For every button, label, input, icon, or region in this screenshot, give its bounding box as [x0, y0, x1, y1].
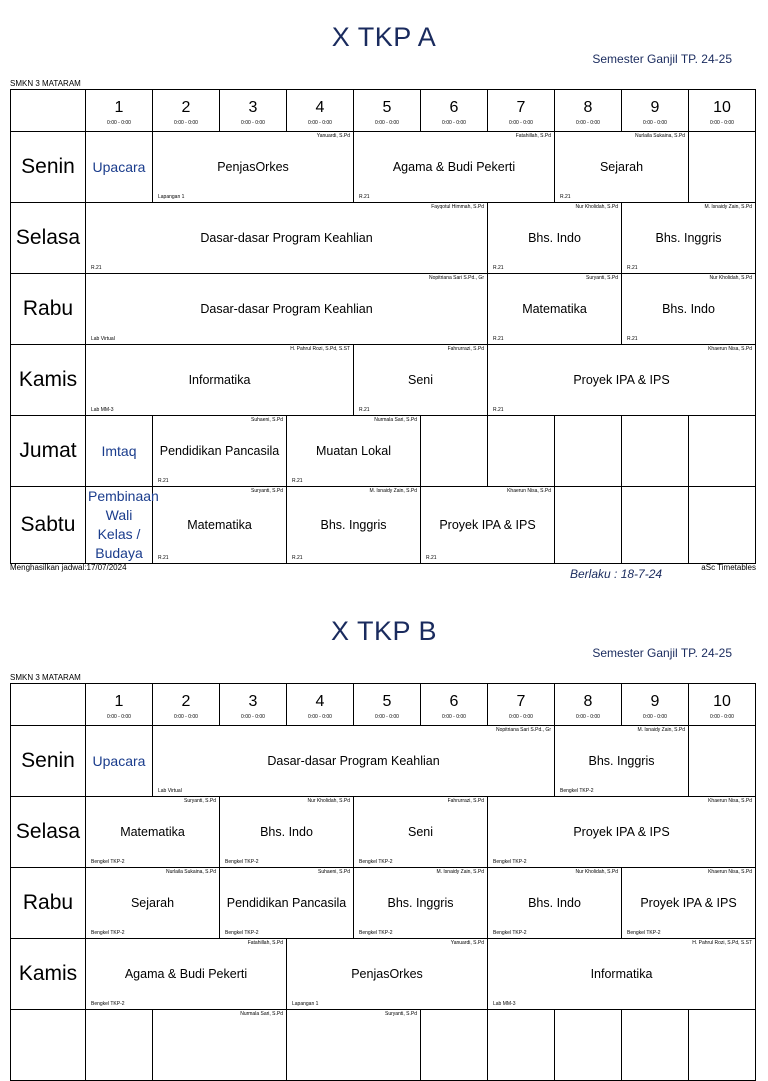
lesson-cell: [220, 797, 354, 868]
subject-name: PenjasOrkes: [217, 160, 289, 174]
period-header-row: [11, 684, 756, 726]
day-label: Senin: [11, 726, 86, 797]
period-number: 6: [449, 99, 459, 116]
period-number: 3: [248, 99, 258, 116]
period-time: 0:00 - 0:00: [576, 714, 600, 720]
empty-cell: [421, 416, 488, 487]
day-row: [11, 203, 756, 274]
timetable-grid: [10, 683, 756, 1081]
valid-from-date: Berlaku : 18-7-24: [570, 567, 663, 581]
period-number: 10: [713, 99, 731, 116]
lesson-cell: [488, 203, 622, 274]
lesson-cell: [86, 939, 287, 1010]
period-number: 1: [114, 693, 124, 710]
lesson-cell: [86, 868, 220, 939]
lesson-cell: [287, 487, 421, 564]
room-label: Lapangan 1: [158, 194, 185, 200]
room-label: Bengkel TKP-2: [91, 1001, 125, 1007]
timetable-grid: [10, 89, 756, 564]
room-label: Bengkel TKP-2: [493, 859, 527, 865]
period-header: [421, 90, 488, 132]
lesson-cell: [622, 868, 756, 939]
period-header: [689, 90, 756, 132]
day-row: [11, 868, 756, 939]
period-number: 2: [181, 693, 191, 710]
lesson-cell: [86, 487, 159, 564]
teacher-name: Khaerun Nisa, S.Pd: [708, 869, 752, 875]
subject-name: Bhs. Inggris: [588, 754, 655, 768]
period-number: 9: [650, 99, 660, 116]
lesson-cell: [488, 345, 756, 416]
teacher-name: H. Pahrul Rozi, S.Pd, S.ST: [290, 346, 350, 352]
room-label: Lab MM-3: [91, 407, 114, 413]
teacher-name: Nurlaila Sukaina, S.Pd: [634, 133, 685, 139]
room-label: Lab MM-3: [493, 1001, 516, 1007]
subject-name: Bhs. Inggris: [320, 518, 387, 532]
lesson-cell: [153, 416, 287, 487]
period-header: [220, 90, 287, 132]
room-label: Bengkel TKP-2: [91, 930, 125, 936]
empty-cell: [488, 416, 555, 487]
lesson-cell: [354, 345, 488, 416]
teacher-name: M. Isnaidy Zain, S.Pd: [637, 727, 685, 733]
empty-cell: [86, 1010, 153, 1081]
room-label: R.21: [426, 555, 437, 561]
lesson-cell: [555, 132, 689, 203]
empty-cell: [555, 416, 622, 487]
subject-name: Bhs. Indo: [528, 896, 581, 910]
teacher-name: M. Isnaidy Zain, S.Pd: [436, 869, 484, 875]
subject-name: Sejarah: [130, 896, 175, 910]
subject-name: Dasar-dasar Program Keahlian: [267, 754, 440, 768]
corner-cell: [11, 90, 86, 132]
room-label: Lab Virtual: [91, 336, 115, 342]
lesson-cell: [153, 132, 354, 203]
day-row: [11, 726, 756, 797]
room-label: Lapangan 1: [292, 1001, 319, 1007]
semester-label: Semester Ganjil TP. 24-25: [592, 52, 732, 66]
period-header: [555, 90, 622, 132]
teacher-name: Yanuardi, S.Pd: [316, 133, 350, 139]
room-label: Bengkel TKP-2: [627, 930, 661, 936]
teacher-name: Yanuardi, S.Pd: [450, 940, 484, 946]
empty-cell: [622, 487, 689, 564]
lesson-cell: [488, 274, 622, 345]
empty-cell: [689, 132, 756, 203]
empty-cell: [689, 726, 756, 797]
room-label: R.21: [292, 555, 303, 561]
room-label: R.21: [627, 265, 638, 271]
day-label: Sabtu: [11, 487, 86, 564]
subject-name: Dasar-dasar Program Keahlian: [200, 231, 373, 245]
room-label: R.21: [292, 478, 303, 484]
empty-cell: [689, 1010, 756, 1081]
period-number: 2: [181, 99, 191, 116]
period-header: [689, 684, 756, 726]
empty-cell: [153, 1010, 287, 1081]
lesson-cell: [354, 797, 488, 868]
period-header: [354, 684, 421, 726]
period-time: 0:00 - 0:00: [308, 120, 332, 126]
period-number: 3: [248, 693, 258, 710]
period-header: [86, 90, 153, 132]
day-label: Selasa: [11, 797, 86, 868]
period-header: [287, 90, 354, 132]
teacher-name: M. Isnaidy Zain, S.Pd: [704, 204, 752, 210]
lesson-cell: [153, 487, 287, 564]
subject-name: Matematika: [522, 302, 587, 316]
subject-name: Bhs. Indo: [260, 825, 313, 839]
period-time: 0:00 - 0:00: [710, 120, 734, 126]
period-time: 0:00 - 0:00: [375, 120, 399, 126]
period-time: 0:00 - 0:00: [442, 714, 466, 720]
teacher-name: Nurmala Sari, S.Pd: [240, 1011, 283, 1017]
period-number: 5: [382, 99, 392, 116]
class-title: X TKP A: [331, 22, 437, 52]
lesson-cell: [220, 868, 354, 939]
lesson-cell: [622, 203, 756, 274]
empty-cell: [421, 1010, 488, 1081]
subject-name: Informatika: [590, 967, 653, 981]
subject-name: Seni: [407, 373, 434, 387]
empty-cell: [488, 1010, 555, 1081]
lesson-cell: [86, 132, 153, 203]
teacher-name: Fahrurrazi, S.Pd: [447, 798, 484, 804]
room-label: R.21: [560, 194, 571, 200]
day-row: [11, 487, 756, 564]
teacher-name: Khaerun Nisa, S.Pd: [708, 798, 752, 804]
period-time: 0:00 - 0:00: [107, 120, 131, 126]
teacher-name: M. Isnaidy Zain, S.Pd: [369, 488, 417, 494]
day-label: Rabu: [11, 274, 86, 345]
room-label: R.21: [158, 555, 169, 561]
teacher-name: Nur Kholidah, S.Pd: [575, 204, 618, 210]
period-time: 0:00 - 0:00: [375, 714, 399, 720]
subject-name: Bhs. Indo: [528, 231, 581, 245]
room-label: R.21: [359, 407, 370, 413]
teacher-name: Nopitriana Sari S.Pd., Gr: [428, 275, 484, 281]
room-label: R.21: [359, 194, 370, 200]
room-label: Bengkel TKP-2: [359, 930, 393, 936]
class-title: X TKP B: [330, 616, 438, 646]
corner-cell: [11, 684, 86, 726]
teacher-name: Fayqotul Himmah, S.Pd: [431, 204, 484, 210]
school-name: SMKN 3 MATARAM: [10, 79, 81, 88]
empty-cell: [287, 1010, 421, 1081]
period-time: 0:00 - 0:00: [509, 714, 533, 720]
teacher-name: Khaerun Nisa, S.Pd: [507, 488, 551, 494]
subject-name: Bhs. Inggris: [655, 231, 722, 245]
lesson-cell: [555, 726, 689, 797]
empty-cell: [689, 416, 756, 487]
subject-name: Proyek IPA & IPS: [573, 825, 670, 839]
teacher-name: Khaerun Nisa, S.Pd: [708, 346, 752, 352]
period-number: 1: [114, 99, 124, 116]
empty-cell: [555, 487, 622, 564]
subject-name: Dasar-dasar Program Keahlian: [200, 302, 373, 316]
day-label: Kamis: [11, 345, 86, 416]
lesson-cell: [86, 274, 488, 345]
lesson-cell: [153, 726, 555, 797]
teacher-name: Suryanti, S.Pd: [184, 798, 216, 804]
teacher-name: Nurmala Sari, S.Pd: [374, 417, 417, 423]
period-number: 7: [516, 99, 526, 116]
period-header: [153, 684, 220, 726]
lesson-cell: [354, 868, 488, 939]
period-header: [488, 684, 555, 726]
empty-cell: [555, 1010, 622, 1081]
teacher-name: Nopitriana Sari S.Pd., Gr: [495, 727, 551, 733]
lesson-cell: [287, 939, 488, 1010]
period-time: 0:00 - 0:00: [241, 714, 265, 720]
period-time: 0:00 - 0:00: [576, 120, 600, 126]
subject-name: Informatika: [188, 373, 251, 387]
period-number: 7: [516, 693, 526, 710]
room-label: Bengkel TKP-2: [225, 859, 259, 865]
teacher-name: Suryanti, S.Pd: [385, 1011, 417, 1017]
period-header-row: [11, 90, 756, 132]
subject-name: Matematika: [120, 825, 185, 839]
room-label: R.21: [493, 407, 504, 413]
room-label: R.21: [91, 265, 102, 271]
room-label: Bengkel TKP-2: [493, 930, 527, 936]
semester-label: Semester Ganjil TP. 24-25: [592, 646, 732, 660]
subject-name: Proyek IPA & IPS: [439, 518, 536, 532]
teacher-name: Nur Kholidah, S.Pd: [709, 275, 752, 281]
room-label: R.21: [493, 336, 504, 342]
subject-name: Agama & Budi Pekerti: [124, 967, 248, 981]
subject-name: Seni: [407, 825, 434, 839]
room-label: Lab Virtual: [158, 788, 182, 794]
subject-name: PenjasOrkes: [351, 967, 423, 981]
day-label: Jumat: [11, 416, 86, 487]
period-time: 0:00 - 0:00: [174, 714, 198, 720]
period-number: 6: [449, 693, 459, 710]
day-row: [11, 345, 756, 416]
teacher-name: Suhaeni, S.Pd: [251, 417, 283, 423]
period-header: [153, 90, 220, 132]
teacher-name: Fatahillah, S.Pd: [515, 133, 551, 139]
teacher-name: H. Pahrul Rozi, S.Pd, S.ST: [692, 940, 752, 946]
period-header: [488, 90, 555, 132]
day-row: [11, 1010, 756, 1081]
period-number: 5: [382, 693, 392, 710]
lesson-cell: [86, 797, 220, 868]
subject-name: Upacara: [92, 158, 146, 175]
empty-cell: [622, 416, 689, 487]
day-row: [11, 416, 756, 487]
timetable-section-b: [0, 594, 768, 1024]
period-time: 0:00 - 0:00: [710, 714, 734, 720]
teacher-name: Nur Kholidah, S.Pd: [307, 798, 350, 804]
period-time: 0:00 - 0:00: [308, 714, 332, 720]
period-header: [622, 684, 689, 726]
lesson-cell: [86, 726, 153, 797]
room-label: Bengkel TKP-2: [359, 859, 393, 865]
room-label: R.21: [493, 265, 504, 271]
teacher-name: Nur Kholidah, S.Pd: [575, 869, 618, 875]
lesson-cell: [421, 487, 555, 564]
day-row: [11, 797, 756, 868]
period-header: [287, 684, 354, 726]
subject-name: Muatan Lokal: [315, 444, 392, 458]
teacher-name: Suhaeni, S.Pd: [318, 869, 350, 875]
period-header: [421, 684, 488, 726]
subject-name: Pembinaan Wali Kelas / Budaya: [88, 488, 159, 561]
period-header: [622, 90, 689, 132]
room-label: R.21: [627, 336, 638, 342]
period-header: [555, 684, 622, 726]
teacher-name: Nurlaila Sukaina, S.Pd: [165, 869, 216, 875]
subject-name: Pendidikan Pancasila: [159, 444, 280, 458]
period-number: 8: [583, 693, 593, 710]
teacher-name: Fatahillah, S.Pd: [247, 940, 283, 946]
day-row: [11, 132, 756, 203]
period-number: 4: [315, 99, 325, 116]
lesson-cell: [488, 939, 756, 1010]
room-label: Bengkel TKP-2: [91, 859, 125, 865]
day-label: Rabu: [11, 868, 86, 939]
teacher-name: Suryanti, S.Pd: [586, 275, 618, 281]
subject-name: Bhs. Inggris: [387, 896, 454, 910]
subject-name: Upacara: [92, 752, 146, 769]
lesson-cell: [488, 868, 622, 939]
period-header: [220, 684, 287, 726]
period-number: 4: [315, 693, 325, 710]
lesson-cell: [488, 797, 756, 868]
day-label: [11, 1010, 86, 1081]
subject-name: Sejarah: [599, 160, 644, 174]
subject-name: Agama & Budi Pekerti: [392, 160, 516, 174]
period-header: [86, 684, 153, 726]
period-time: 0:00 - 0:00: [509, 120, 533, 126]
subject-name: Proyek IPA & IPS: [640, 896, 737, 910]
lesson-cell: [86, 416, 153, 487]
day-label: Senin: [11, 132, 86, 203]
subject-name: Bhs. Indo: [662, 302, 715, 316]
period-time: 0:00 - 0:00: [107, 714, 131, 720]
day-label: Kamis: [11, 939, 86, 1010]
period-number: 10: [713, 693, 731, 710]
period-time: 0:00 - 0:00: [174, 120, 198, 126]
period-header: [354, 90, 421, 132]
room-label: Bengkel TKP-2: [560, 788, 594, 794]
subject-name: Matematika: [187, 518, 252, 532]
period-time: 0:00 - 0:00: [643, 120, 667, 126]
empty-cell: [622, 1010, 689, 1081]
lesson-cell: [86, 345, 354, 416]
period-number: 8: [583, 99, 593, 116]
teacher-name: Fahrurrazi, S.Pd: [447, 346, 484, 352]
school-name: SMKN 3 MATARAM: [10, 673, 81, 682]
generated-date: Menghasilkan jadwal:17/07/2024: [10, 563, 127, 572]
lesson-cell: [354, 132, 555, 203]
lesson-cell: [287, 416, 421, 487]
teacher-name: Suryanti, S.Pd: [251, 488, 283, 494]
period-time: 0:00 - 0:00: [241, 120, 265, 126]
day-row: [11, 939, 756, 1010]
empty-cell: [689, 487, 756, 564]
room-label: Bengkel TKP-2: [225, 930, 259, 936]
period-time: 0:00 - 0:00: [442, 120, 466, 126]
subject-name: Proyek IPA & IPS: [573, 373, 670, 387]
period-number: 9: [650, 693, 660, 710]
period-time: 0:00 - 0:00: [643, 714, 667, 720]
day-label: Selasa: [11, 203, 86, 274]
room-label: R.21: [158, 478, 169, 484]
software-credit: aSc Timetables: [701, 563, 756, 572]
subject-name: Pendidikan Pancasila: [226, 896, 347, 910]
day-row: [11, 274, 756, 345]
subject-name: Imtaq: [101, 442, 137, 459]
lesson-cell: [86, 203, 488, 274]
lesson-cell: [622, 274, 756, 345]
